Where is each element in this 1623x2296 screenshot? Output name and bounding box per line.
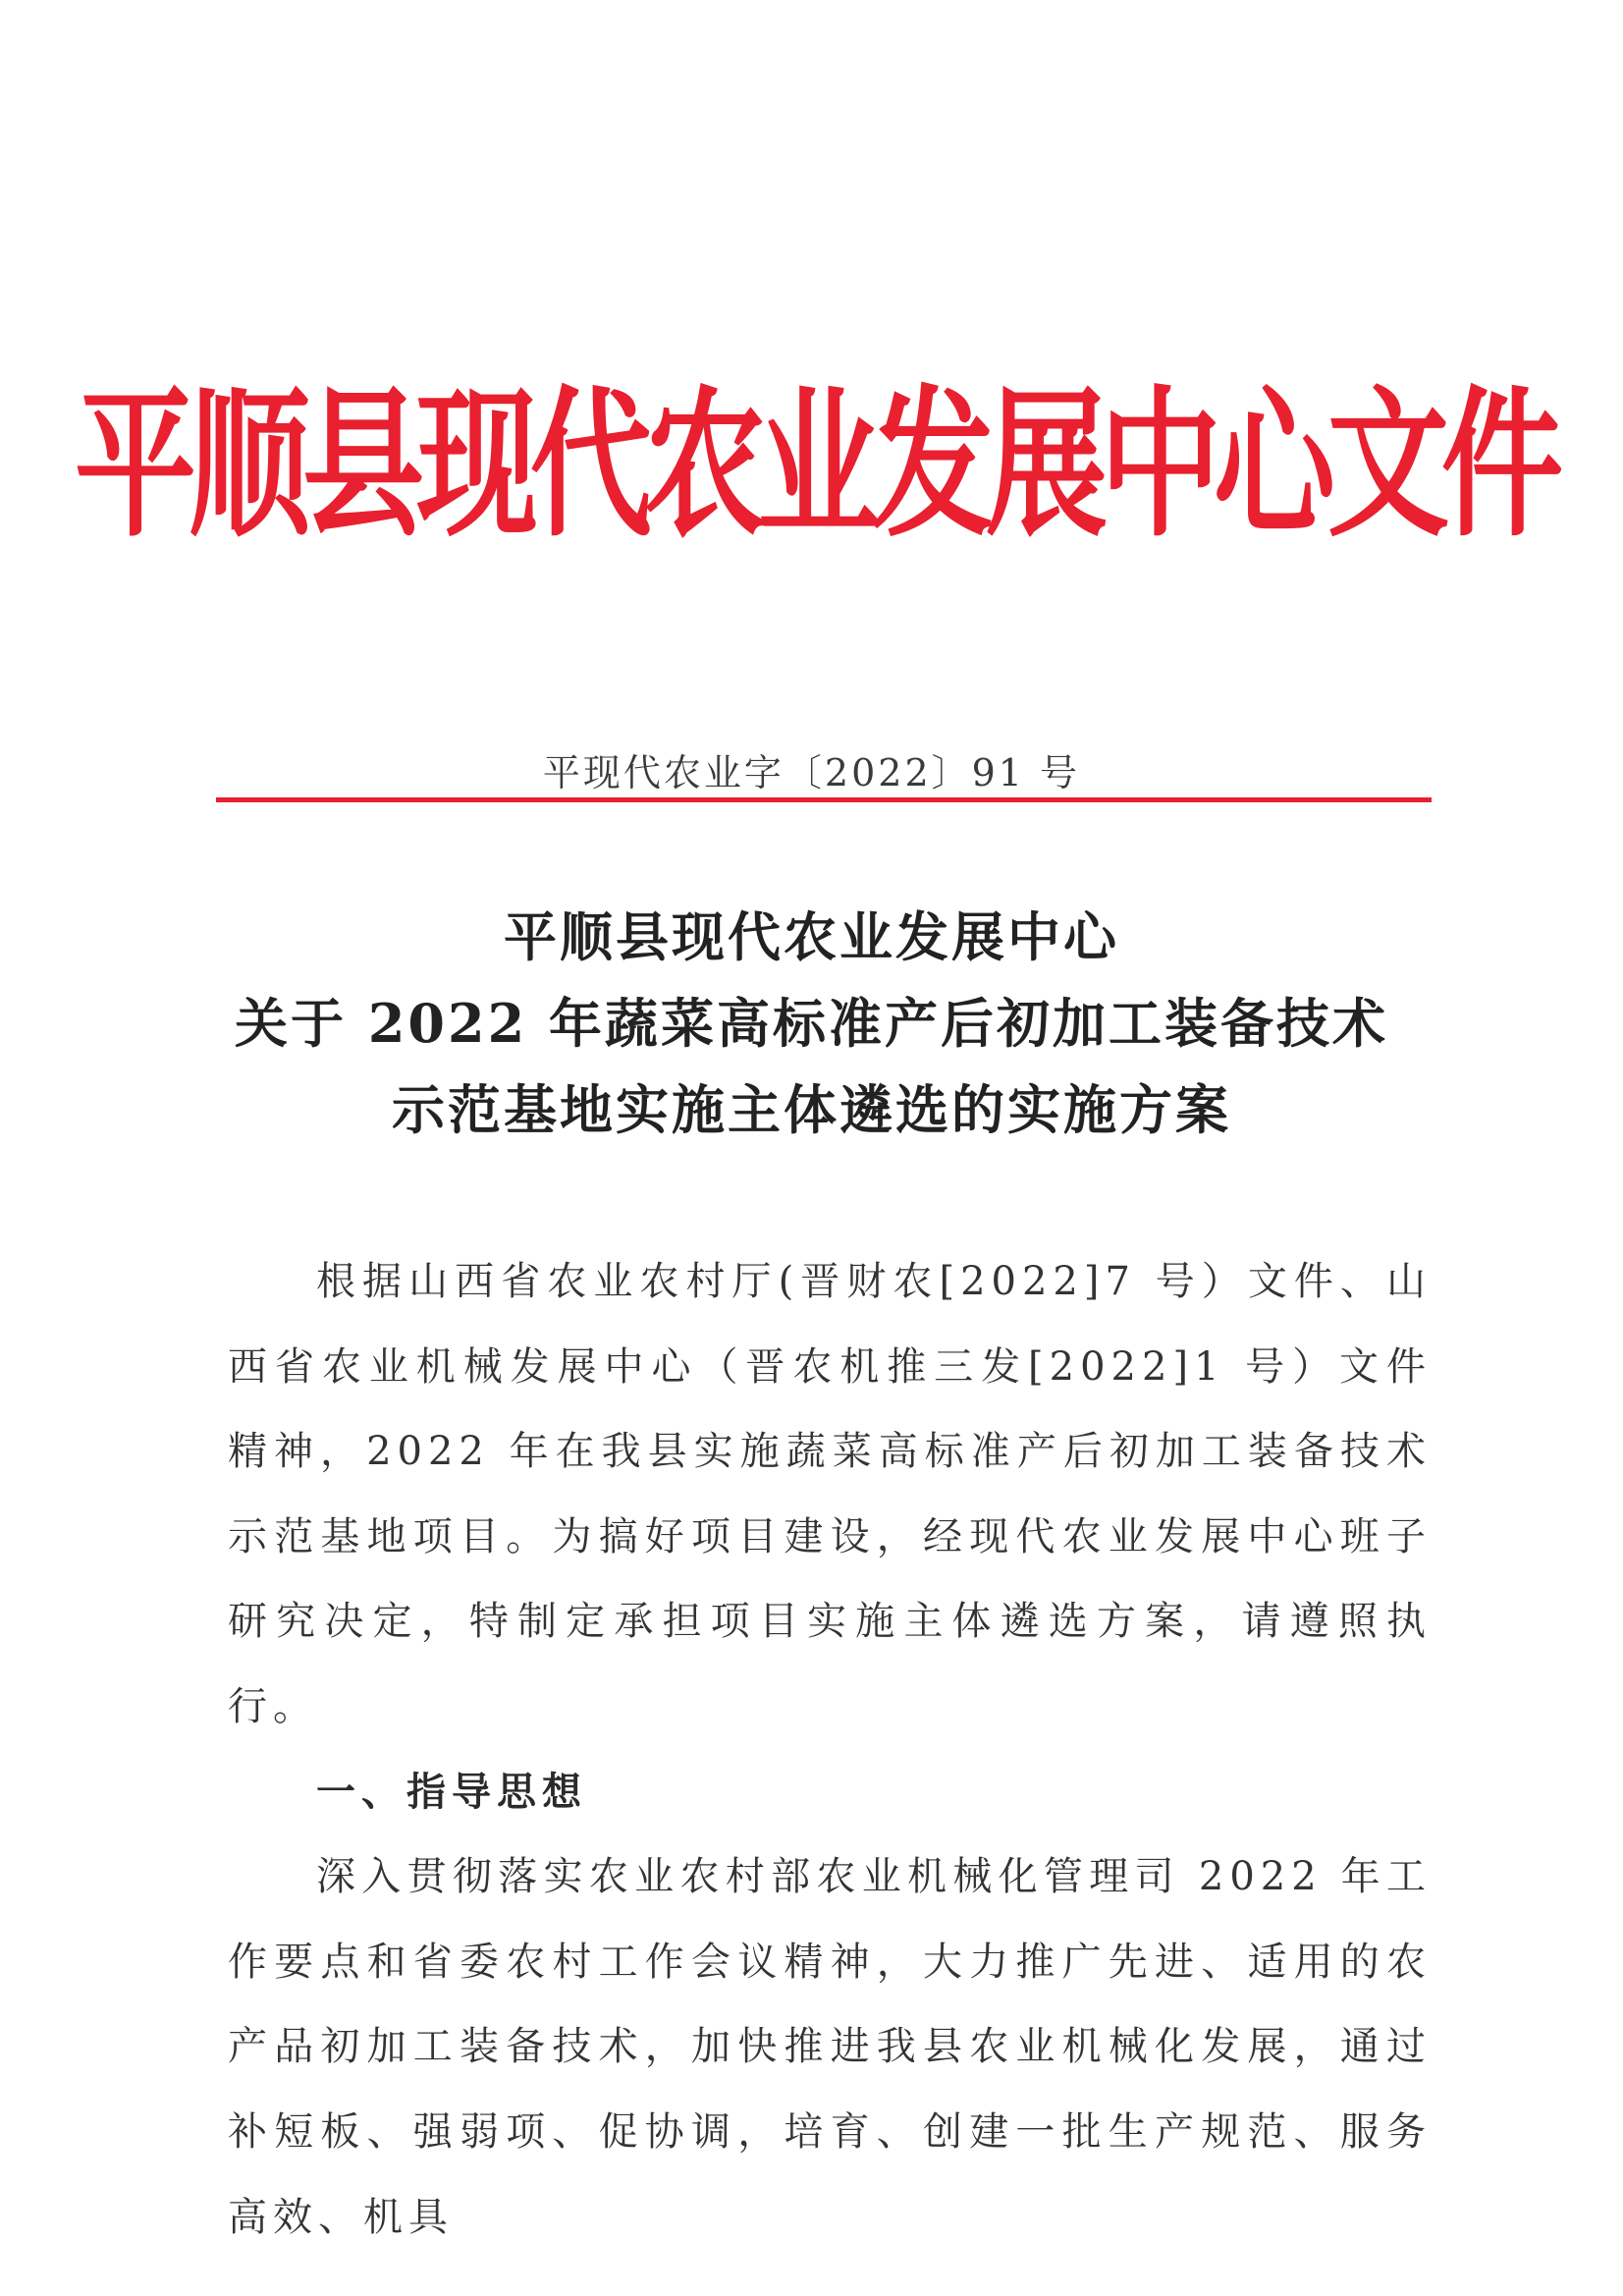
- red-divider-line: [216, 797, 1432, 802]
- title-line-2: 关于 2022 年蔬菜高标准产后初加工装备技术: [235, 992, 1388, 1055]
- document-number: 平现代农业字〔2022〕91 号: [542, 751, 1081, 794]
- section-heading: 一、指导思想: [316, 1768, 587, 1815]
- title-line-1: 平顺县现代农业发展中心: [504, 905, 1119, 968]
- intro-paragraph: 根据山西省农业农村厅(晋财农[2022]7 号）文件、山西省农业机械发展中心（晋农机推三发[2022]1 号）文件精神，2022 年在我县实施蔬菜高标准产后初加工装备技术示范基地项目。为搞好项目建设，经现代农业发展中心班子研究决定，特制定承担项目实施主体遴选方案，请遵照执行。: [228, 1259, 1432, 1729]
- section-paragraph: 深入贯彻落实农业农村部农业机械化管理司 2022 年工作要点和省委农村工作会议精神，大力推广先进、适用的农产品初加工装备技术，加快推进我县农业机械化发展，通过补短板、强弱项、促协调，培育、创建一批生产规范、服务高效、机具: [228, 1854, 1432, 2240]
- title-line-3: 示范基地实施主体遴选的实施方案: [392, 1078, 1231, 1141]
- document-masthead: [75, 344, 1556, 560]
- masthead-title: 平顺县现代农业发展中心文件: [75, 372, 1556, 560]
- document-body: [228, 1239, 1432, 2260]
